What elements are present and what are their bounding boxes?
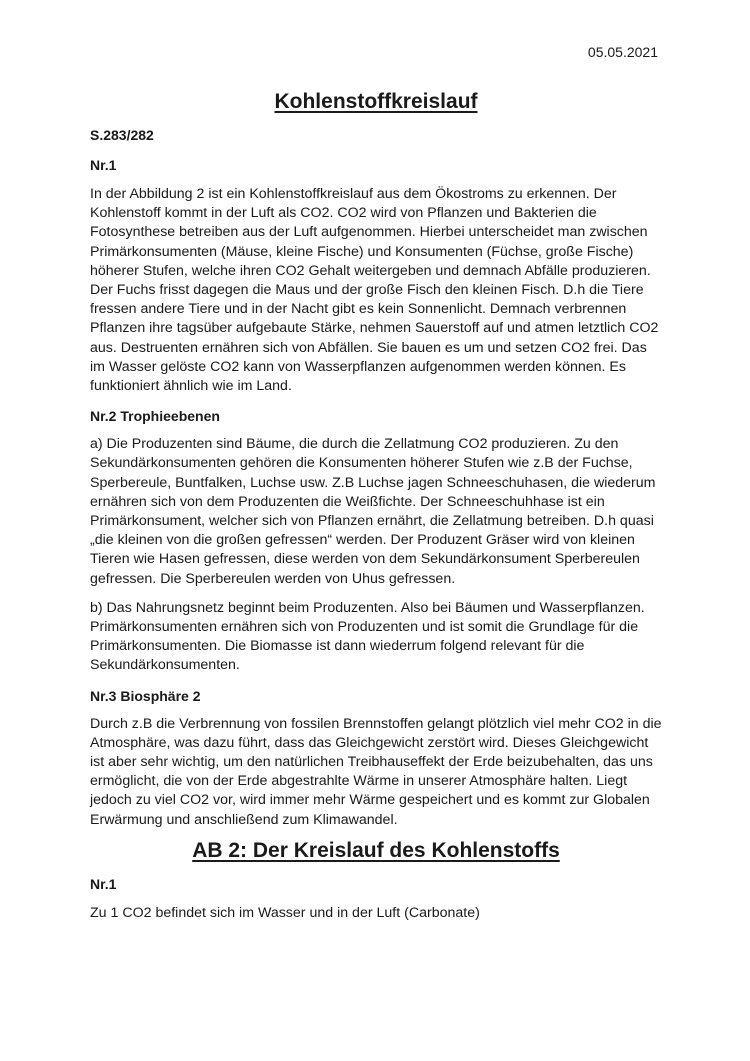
section-text-nr2a: a) Die Produzenten sind Bäume, die durch die Zellatmung CO2 produzieren. Zu den Sekundärkonsumenten gehören die Konsumenten höherer Stufen wie z.B der Fuchse, Sperbereule, Buntfalken, Luchse usw. Z.B Luchse jagen Schneeschuhasen, die wiederum ernähren sich von dem Produzenten die Weißfichte. Der Schneeschuhhase ist ein Primärkonsument, welcher sich von Pflanzen ernährt, die Zellatmung betreiben. D.h quasi „die kleinen von die großen gefressen“ werden. Der Produzent Gräser wird von kleinen Tieren wie Hasen gefressen, diese werden von dem Sekundärkonsument Sperbereulen gefressen. Die Sperbereulen werden von Uhus gefressen. (90, 436, 656, 587)
section-text-nr2b: b) Das Nahrungsnetz beginnt beim Produzenten. Also bei Bäumen und Wasserpflanzen. Primärkonsumenten ernähren sich von Produzenten und ist somit die Grundlage für die Primärkonsumenten. Die Biomasse ist dann wiederrum folgend relevant für die Sekundärkonsumenten. (90, 599, 645, 674)
document-title: Kohlenstoffkreislauf (274, 90, 478, 113)
document-date: 05.05.2021 (587, 44, 658, 60)
section-heading-nr2: Nr.2 Trophieebenen (90, 408, 220, 425)
section-text-nr1: In der Abbildung 2 ist ein Kohlenstoffkreislauf aus dem Ökostroms zu erkennen. Der Kohlenstoff kommt in der Luft als CO2. CO2 wird von Pflanzen und Bakterien die Fotosynthese betreiben aus der Luft aufgenommen. Hierbei unterscheidet man zwischen Primärkonsumenten (Mäuse, kleine Fische) und Konsumenten (Füchse, große Fische) höherer Stufen, welche ihren CO2 Gehalt weitergeben und demnach Abfälle produzieren. Der Fuchs frisst dagegen die Maus und der große Fisch den kleinen Fisch. D.h die Tiere fressen andere Tiere und in der Nacht gibt es kein Sonnenlicht. Demnach verbrennen Pflanzen ihre tagsüber aufgebaute Stärke, nehmen Sauerstoff auf und atmen letztlich CO2 aus. Destruenten ernähren sich von Abfällen. Sie bauen es um und setzen CO2 frei. Das im Wasser gelöste CO2 kann von Wasserpflanzen aufgenommen werden können. Es funktioniert ähnlich wie im Land. (90, 186, 659, 395)
section-heading-nr3: Nr.3 Biosphäre 2 (90, 687, 201, 704)
ab2-heading-nr1: Nr.1 (90, 875, 117, 892)
section-text-nr3: Durch z.B die Verbrennung von fossilen Brennstoffen gelangt plötzlich viel mehr CO2 in die Atmosphäre, was dazu führt, dass das Gleichgewicht zerstört wird. Dieses Gleichgewicht ist aber sehr wichtig, um den natürlichen Treibhauseffekt der Erde beizubehalten, das uns ermöglicht, die von der Erde abgestrahlte Wärme in unserer Atmosphäre halten. Liegt jedoch zu viel CO2 vor, wird immer mehr Wärme gespeichert und es kommt zur Globalen Erwärmung und anschließend zum Klimawandel. (90, 715, 662, 828)
ab2-text-nr1: Zu 1 CO2 befindet sich im Wasser und in der Luft (Carbonate) (90, 904, 480, 921)
ab2-title: AB 2: Der Kreislauf des Kohlenstoffs (192, 838, 560, 862)
section-heading-nr1: Nr.1 (90, 157, 117, 173)
page-reference: S.283/282 (90, 127, 154, 143)
